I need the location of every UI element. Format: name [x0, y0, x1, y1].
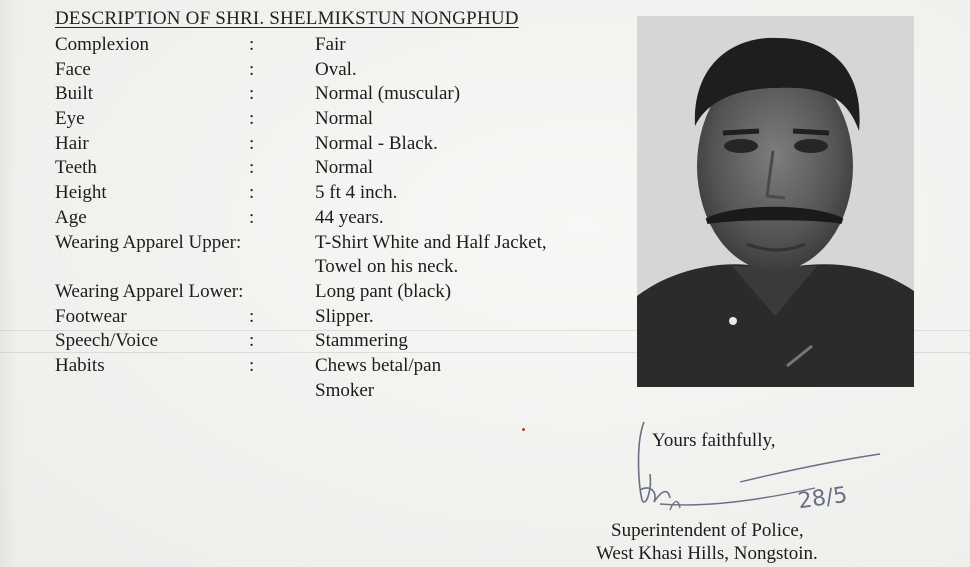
row-colon: : [249, 34, 255, 55]
row-label: Speech/Voice [55, 330, 159, 352]
description-row [55, 329, 615, 354]
signature-scribble [610, 412, 890, 532]
description-row [55, 107, 615, 132]
row-value: Fair [315, 34, 346, 55]
description-row [55, 354, 615, 379]
description-row [55, 132, 615, 157]
description-row [55, 156, 615, 181]
row-colon: : [249, 83, 255, 105]
description-row [55, 305, 615, 330]
row-value: Stammering [315, 330, 408, 352]
row-value: 44 years. [315, 206, 384, 228]
row-label: Built [55, 83, 94, 105]
row-label: Footwear [55, 305, 127, 327]
row-label: Teeth [55, 157, 97, 179]
row-value: Oval. [315, 58, 357, 80]
row-colon: : [249, 206, 255, 228]
row-value: Slipper. [315, 305, 374, 327]
row-label: Height [55, 182, 107, 204]
row-value: Chews betal/pan [315, 354, 442, 376]
description-list [55, 33, 615, 403]
row-colon: : [249, 182, 255, 204]
row-label: Complexion [55, 34, 149, 55]
closing-salutation: Yours faithfully, [652, 430, 776, 451]
description-row [55, 280, 615, 305]
description-row-continuation [55, 255, 615, 280]
row-value: Long pant (black) [315, 280, 452, 302]
description-row [55, 33, 615, 58]
ink-speck [522, 428, 525, 431]
row-colon: : [249, 354, 255, 376]
row-value: 5 ft 4 inch. [315, 182, 398, 204]
row-label: Face [55, 58, 91, 80]
row-colon: : [249, 132, 255, 154]
row-value: Towel on his neck. [315, 256, 459, 278]
description-row [55, 82, 615, 107]
row-colon: : [249, 108, 255, 130]
photo-illustration [637, 16, 914, 387]
document-title: DESCRIPTION OF SHRI. SHELMIKSTUN NONGPHUD [55, 8, 519, 29]
signature-date: 28/5 [796, 482, 849, 515]
row-label: Age [55, 206, 87, 228]
row-value: Normal [315, 157, 374, 179]
row-label: Habits [55, 354, 105, 376]
description-row-continuation [55, 379, 615, 404]
row-value: Normal (muscular) [315, 83, 461, 105]
row-value: Normal - Black. [315, 132, 438, 154]
row-colon: : [249, 305, 255, 327]
row-label: Wearing Apparel Upper: [55, 231, 242, 253]
row-value: Smoker [315, 379, 375, 401]
officer-location: West Khasi Hills, Nongstoin. [596, 543, 818, 564]
row-colon: : [249, 58, 255, 80]
row-label: Hair [55, 132, 89, 154]
row-colon: : [249, 330, 255, 352]
description-row [55, 231, 615, 256]
person-photo [637, 16, 914, 387]
description-row [55, 58, 615, 83]
officer-designation: Superintendent of Police, [611, 520, 804, 541]
row-label: Wearing Apparel Lower: [55, 280, 244, 302]
row-value: T-Shirt White and Half Jacket, [315, 231, 547, 253]
description-row [55, 206, 615, 231]
description-row [55, 181, 615, 206]
row-colon: : [249, 157, 255, 179]
row-label: Eye [55, 108, 85, 130]
row-value: Normal [315, 108, 374, 130]
